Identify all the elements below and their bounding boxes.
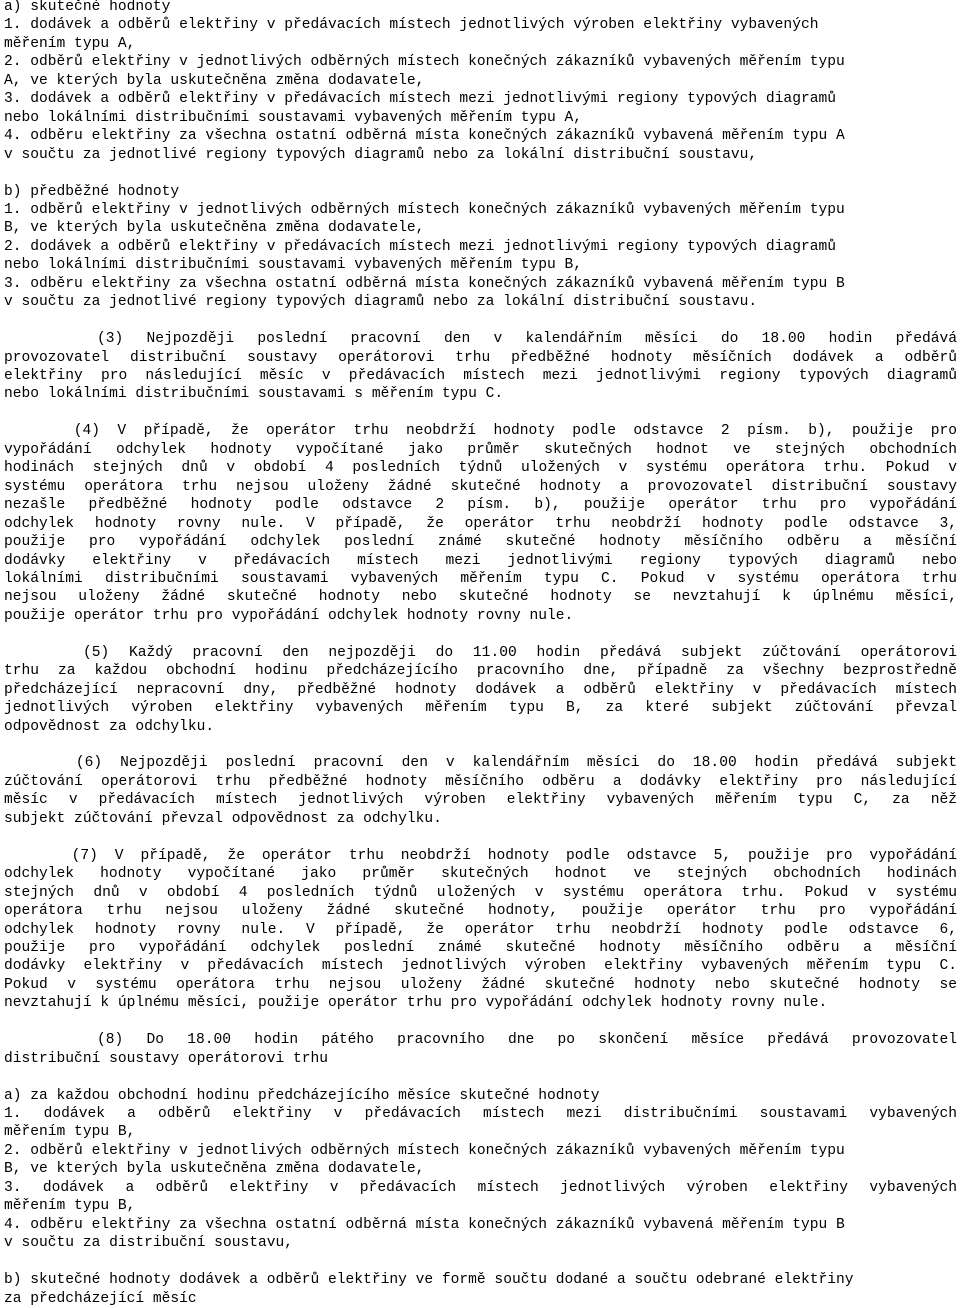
text-line: trhu za každou obchodní hodinu předcházejícího pracovního dne, případně za všechny bezprostředně xyxy=(4,663,957,680)
text-line: v součtu za distribuční soustavu, xyxy=(4,1235,294,1252)
text-line: operátora trhu nejsou uloženy žádné skutečné hodnoty, použije operátor trhu pro vypořádání xyxy=(4,903,957,920)
text-line: vypořádání odchylek hodnoty vypočítané jako průměr skutečných hodnot ve stejných obchodních xyxy=(4,441,957,458)
blank-line xyxy=(4,164,957,182)
text-line: měsíc v předávacích místech jednotlivých výroben elektřiny vybavených měřením typu C, za něž xyxy=(4,792,957,809)
text-line: provozovatel distribuční soustavy operátorovi trhu předběžné hodnoty měsíčních dodávek a odběrů xyxy=(4,349,957,366)
text-line: a) skutečné hodnoty xyxy=(4,0,171,15)
text-line: b) předběžné hodnoty xyxy=(4,183,180,200)
text-line: použije operátor trhu pro vypořádání odchylek hodnoty rovny nule. xyxy=(4,607,574,624)
text-line: dodávky elektřiny v předávacích místech jednotlivých výroben elektřiny vybavených měřením typu C. xyxy=(4,958,957,975)
text-line: (4) V případě, že operátor trhu neobdrží hodnoty podle odstavce 2 písm. b), použije pro xyxy=(4,423,957,440)
text-line: nebo lokálními distribučními soustavami vybavených měřením typu B, xyxy=(4,257,583,274)
text-line: zúčtování operátorovi trhu předběžné hodnoty měsíčního odběru a dodávky elektřiny pro následující xyxy=(4,773,957,790)
text-line: jednotlivých výroben elektřiny vybavených měřením typu B, za které subjekt zúčtování převzal xyxy=(4,700,957,717)
blank-line xyxy=(4,736,957,754)
text-line: měřením typu A, xyxy=(4,35,136,52)
text-line: B, ve kterých byla uskutečněna změna dodavatele, xyxy=(4,220,425,237)
text-line: použije pro vypořádání odchylek poslední známé skutečné hodnoty měsíčního odběru a měsíční xyxy=(4,939,957,956)
text-line: 3. dodávek a odběrů elektřiny v předávacích místech mezi jednotlivými regiony typových diagramů xyxy=(4,91,836,108)
text-line: 1. odběrů elektřiny v jednotlivých odběrných místech konečných zákazníků vybavených měřením typu xyxy=(4,201,845,218)
text-line: nebo lokálními distribučními soustavami vybavených měřením typu A, xyxy=(4,109,583,126)
text-line: odchylek hodnoty rovny nule. V případě, že operátor trhu neobdrží hodnoty podle odstavce 3, xyxy=(4,515,957,532)
text-line: 2. odběrů elektřiny v jednotlivých odběrných místech konečných zákazníků vybavených měřením typu xyxy=(4,1142,845,1159)
blank-line xyxy=(4,404,957,422)
text-line: (7) V případě, že operátor trhu neobdrží hodnoty podle odstavce 5, použije pro vypořádání xyxy=(4,847,957,864)
text-line: za předcházející měsíc xyxy=(4,1290,197,1307)
text-line: systému operátora trhu nejsou uloženy žádné skutečné hodnoty a provozovatel distribuční soustavy xyxy=(4,478,957,495)
blank-line xyxy=(4,1068,957,1086)
blank-line xyxy=(4,1013,957,1031)
text-line: nezašle předběžné hodnoty podle odstavce 2 písm. b), použije operátor trhu pro vypořádání xyxy=(4,497,957,514)
text-line: 4. odběru elektřiny za všechna ostatní odběrná místa konečných zákazníků vybavená měřením typu A xyxy=(4,128,845,145)
text-line: a) za každou obchodní hodinu předcházejícího měsíce skutečné hodnoty xyxy=(4,1087,600,1104)
text-line: 2. odběrů elektřiny v jednotlivých odběrných místech konečných zákazníků vybavených měřením typu xyxy=(4,54,845,71)
text-line: b) skutečné hodnoty dodávek a odběrů elektřiny ve formě součtu dodané a součtu odebrané elektřiny xyxy=(4,1272,854,1289)
text-line: odchylek hodnoty rovny nule. V případě, že operátor trhu neobdrží hodnoty podle odstavce 6, xyxy=(4,921,957,938)
text-line: distribuční soustavy operátorovi trhu xyxy=(4,1050,329,1067)
text-line: měřením typu B, xyxy=(4,1124,136,1141)
text-line: elektřiny pro následující měsíc v předávacích místech mezi jednotlivými regiony typových diagramů xyxy=(4,368,957,384)
text-line: nejsou uloženy žádné skutečné hodnoty nebo skutečné hodnoty se nevztahují k úplnému měsíci, xyxy=(4,589,957,606)
text-line: stejných dnů v období 4 posledních týdnů uložených v systému operátora trhu. Pokud v systému xyxy=(4,884,957,901)
text-line: hodinách stejných dnů v období 4 posledních týdnů uložených v systému operátora trhu. Pokud v xyxy=(4,460,957,477)
text-line: 2. dodávek a odběrů elektřiny v předávacích místech mezi jednotlivými regiony typových diagramů xyxy=(4,238,836,255)
text-line: nevztahují k úplnému měsíci, použije operátor trhu pro vypořádání odchylek hodnoty rovny nule. xyxy=(4,995,828,1012)
text-line: měřením typu B, xyxy=(4,1198,136,1215)
text-line: dodávky elektřiny v předávacích místech mezi jednotlivými regiony typových diagramů nebo xyxy=(4,552,957,569)
text-line: v součtu za jednotlivé regiony typových diagramů nebo za lokální distribuční soustavu, xyxy=(4,146,758,163)
text-line: nebo lokálními distribučními soustavami s měřením typu C. xyxy=(4,386,504,403)
blank-line xyxy=(4,312,957,330)
text-line: předcházející nepracovní dny, předběžné hodnoty dodávek a odběrů elektřiny v předávacích místech xyxy=(4,681,957,698)
text-line: 3. odběru elektřiny za všechna ostatní odběrná místa konečných zákazníků vybavená měřením typu B xyxy=(4,275,845,292)
text-line: (3) Nejpozději poslední pracovní den v kalendářním měsíci do 18.00 hodin předává xyxy=(4,331,957,348)
blank-line xyxy=(4,625,957,643)
text-line: subjekt zúčtování převzal odpovědnost za odchylku. xyxy=(4,810,442,827)
text-line: (5) Každý pracovní den nejpozději do 11.00 hodin předává subjekt zúčtování operátorovi xyxy=(4,644,957,661)
text-line: odpovědnost za odchylku. xyxy=(4,718,215,735)
text-line: B, ve kterých byla uskutečněna změna dodavatele, xyxy=(4,1161,425,1178)
blank-line xyxy=(4,828,957,846)
text-line: odchylek hodnoty vypočítané jako průměr skutečných hodnot ve stejných obchodních hodinách xyxy=(4,866,957,883)
text-line: Pokud v systému operátora trhu nejsou uloženy žádné skutečné hodnoty nebo skutečné hodnoty se xyxy=(4,976,957,993)
text-line: 1. dodávek a odběrů elektřiny v předávacích místech mezi distribučními soustavami vybavených xyxy=(4,1106,957,1122)
text-line: 4. odběru elektřiny za všechna ostatní odběrná místa konečných zákazníků vybavená měřením typu B xyxy=(4,1216,845,1233)
text-line: 3. dodávek a odběrů elektřiny v předávacích místech jednotlivých výroben elektřiny vybavených xyxy=(4,1179,957,1196)
text-line: 1. dodávek a odběrů elektřiny v předávacích místech jednotlivých výroben elektřiny vybavených xyxy=(4,17,819,34)
text-line: v součtu za jednotlivé regiony typových diagramů nebo za lokální distribuční soustavu. xyxy=(4,294,758,311)
blank-line xyxy=(4,1253,957,1271)
text-line: lokálními distribučními soustavami vybavených měřením typu C. Pokud v systému operátora trhu xyxy=(4,570,957,587)
text-line: (8) Do 18.00 hodin pátého pracovního dne po skončení měsíce předává provozovatel xyxy=(4,1032,957,1049)
text-line: A, ve kterých byla uskutečněna změna dodavatele, xyxy=(4,72,425,89)
text-line: použije pro vypořádání odchylek poslední známé skutečné hodnoty měsíčního odběru a měsíční xyxy=(4,534,957,551)
text-line: (6) Nejpozději poslední pracovní den v kalendářním měsíci do 18.00 hodin předává subjekt xyxy=(4,755,957,772)
